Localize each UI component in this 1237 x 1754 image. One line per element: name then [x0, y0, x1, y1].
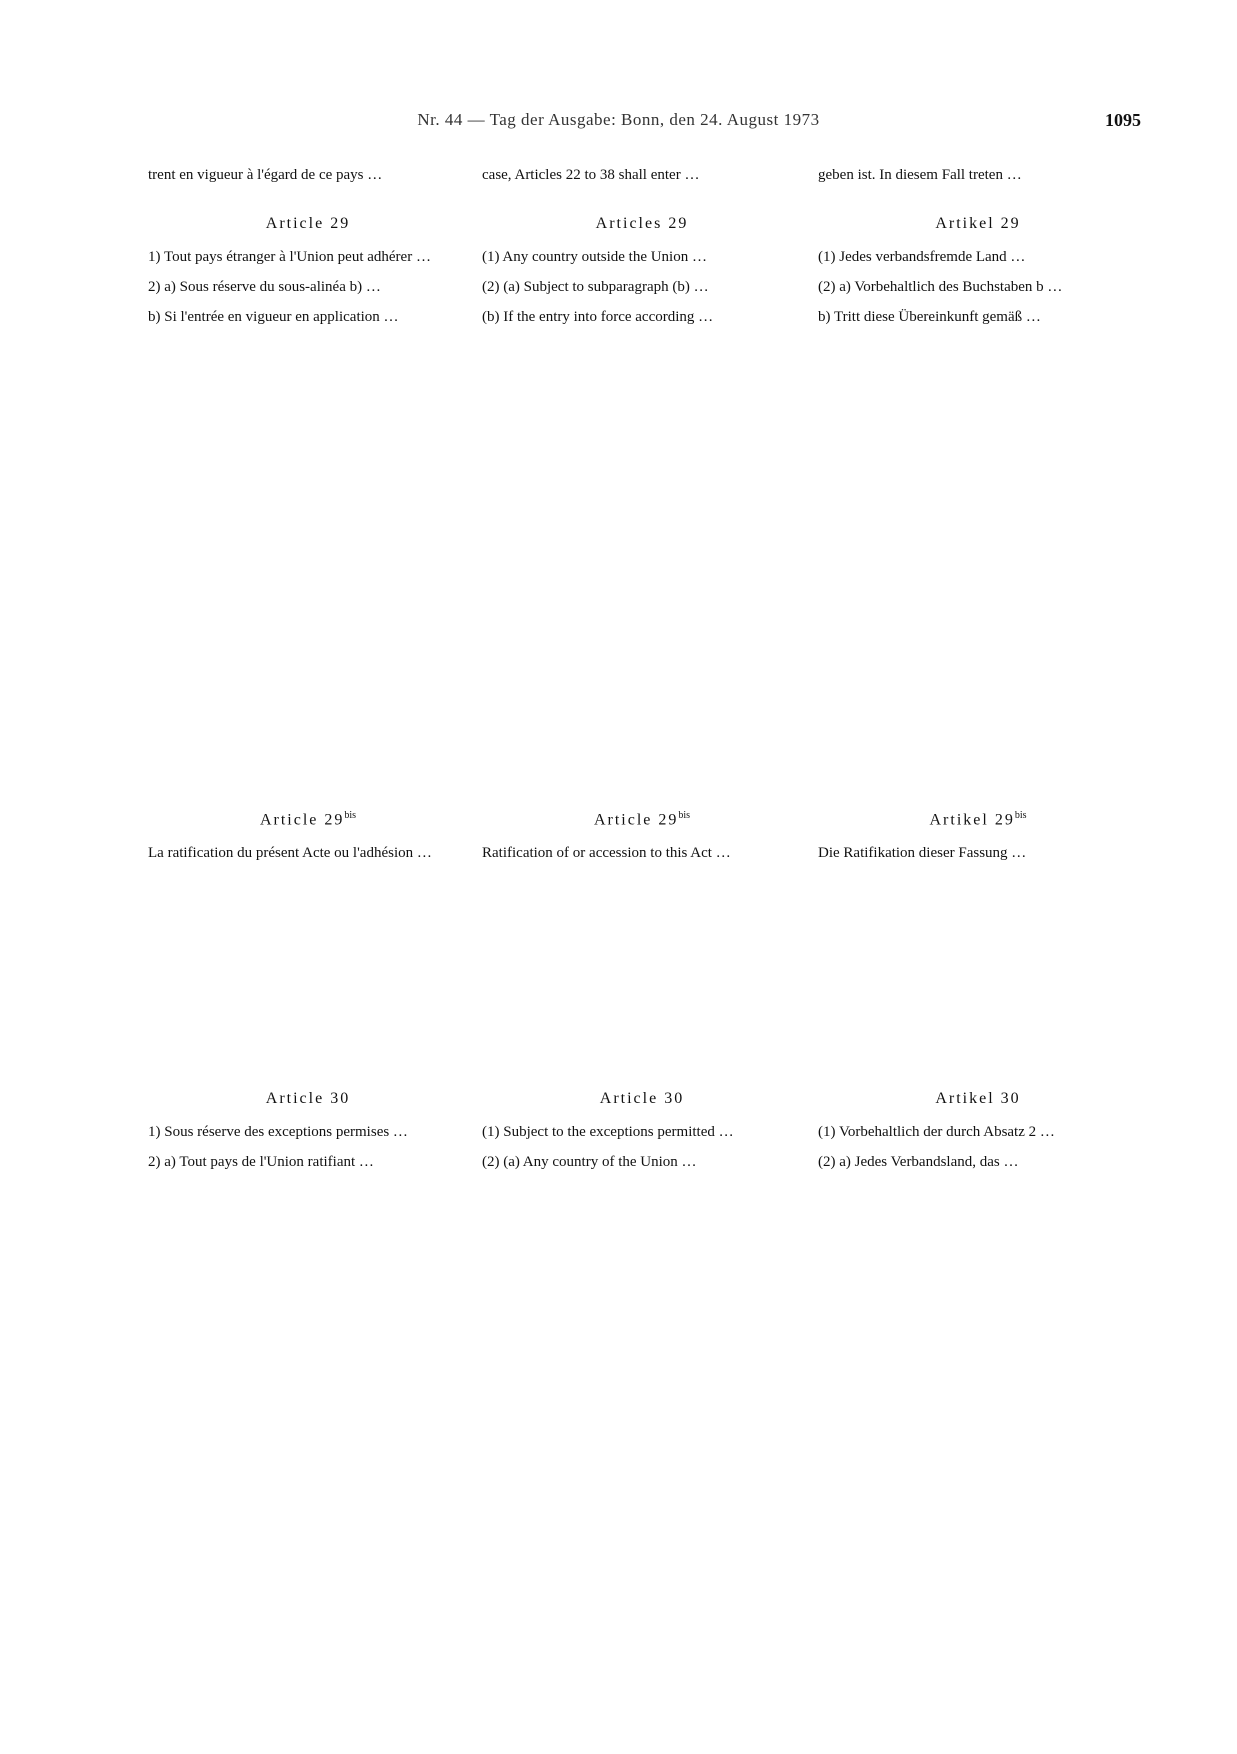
paragraph: (1) Any country outside the Union …: [482, 249, 707, 265]
paragraph: (1) Subject to the exceptions permitted …: [482, 1124, 734, 1140]
paragraph: 2) a) Sous réserve du sous-alinéa b) …: [148, 279, 381, 295]
paragraph: Ratification of or accession to this Act …: [482, 845, 731, 862]
paragraph: 2) a) Tout pays de l'Union ratifiant …: [148, 1154, 374, 1170]
paragraph: (1) Vorbehaltlich der durch Absatz 2 …: [818, 1124, 1055, 1140]
article-heading: Articles 29: [595, 215, 689, 232]
paragraph: (2) a) Vorbehaltlich des Buchstaben b …: [818, 279, 1063, 295]
article-section: [148, 1090, 468, 1182]
article-section: [482, 165, 802, 195]
paragraph: (2) (a) Subject to subparagraph (b) …: [482, 279, 709, 295]
article-heading: Article 29: [265, 215, 351, 232]
article-heading: Artikel 29: [935, 215, 1021, 232]
article-heading: Article $29^{bis}$: [593, 810, 691, 829]
article-section: [818, 1090, 1138, 1182]
paragraph: Die Ratifikation dieser Fassung …: [818, 845, 1027, 862]
running-head: Nr. 44 — Tag der Ausgabe: Bonn, den 24. August 1973: [417, 110, 820, 129]
article-section: [818, 810, 1138, 873]
article-section: [482, 810, 802, 873]
article-heading: Artikel $29^{bis}$: [929, 810, 1027, 829]
article-heading: Article 30: [265, 1090, 351, 1107]
article-section: [148, 165, 468, 195]
paragraph: 1) Sous réserve des exceptions permises …: [148, 1124, 408, 1140]
article-section: [482, 215, 802, 337]
running-header: [0, 110, 1237, 140]
article-section: [818, 165, 1138, 195]
paragraph: (2) (a) Any country of the Union …: [482, 1154, 697, 1170]
paragraph: geben ist. In diesem Fall treten …: [818, 167, 1022, 183]
paragraph: b) Tritt diese Übereinkunft gemäß …: [818, 309, 1041, 325]
paragraph: (b) If the entry into force according …: [482, 309, 714, 325]
article-section: [818, 215, 1138, 337]
paragraph: case, Articles 22 to 38 shall enter …: [482, 167, 700, 183]
paragraph: b) Si l'entrée en vigueur en application …: [148, 309, 399, 325]
paragraph: 1) Tout pays étranger à l'Union peut adhérer …: [148, 249, 431, 265]
paragraph: (2) a) Jedes Verbandsland, das …: [818, 1154, 1019, 1170]
article-section: [148, 810, 468, 873]
paragraph: (1) Jedes verbandsfremde Land …: [818, 249, 1026, 265]
article-section: [148, 215, 468, 337]
article-heading: Artikel 30: [935, 1090, 1021, 1107]
article-heading: Article $29^{bis}$: [259, 810, 357, 829]
article-section: [482, 1090, 802, 1182]
article-heading: Article 30: [599, 1090, 685, 1107]
page-number: 1095: [1105, 110, 1141, 130]
paragraph: La ratification du présent Acte ou l'adhésion …: [148, 845, 432, 862]
paragraph: trent en vigueur à l'égard de ce pays …: [148, 167, 383, 183]
